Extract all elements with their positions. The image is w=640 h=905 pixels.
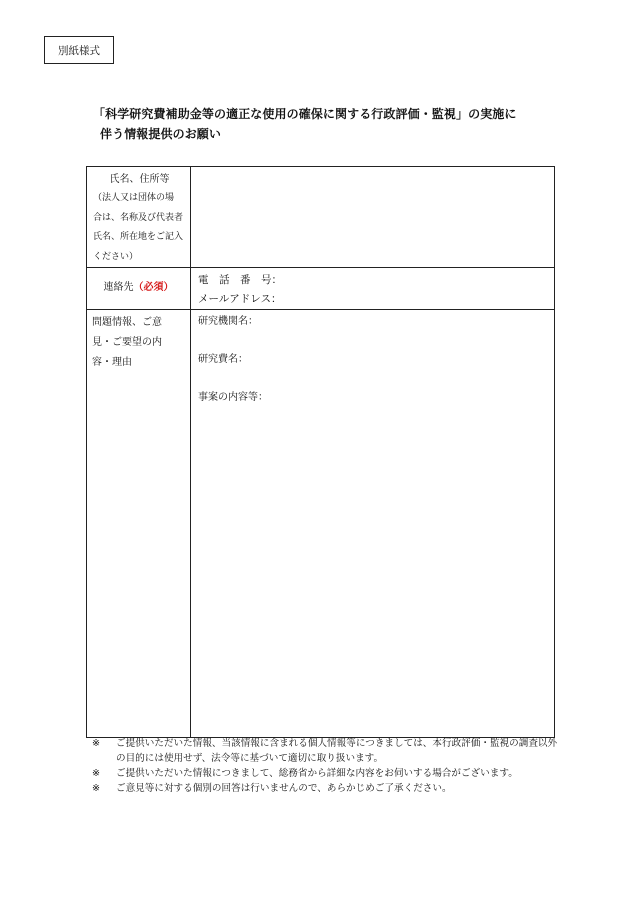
name-sub-line: 合は、名称及び代表者	[93, 212, 184, 223]
contact-row	[87, 268, 555, 310]
note-mark: ※	[92, 783, 101, 794]
problem-label-cell	[87, 310, 191, 738]
required-mark: （必須）	[133, 282, 174, 293]
note-item	[92, 781, 562, 796]
researcher-label: 研究費名：	[198, 354, 248, 365]
name-address-input-cell[interactable]	[191, 167, 555, 268]
title-line-1: 「科学研究費補助金等の適正な使用の確保に関する行政評価・監視」の実施に	[93, 107, 517, 121]
note-mark: ※	[92, 768, 101, 779]
name-row	[87, 167, 555, 268]
title-line-2: 伴う情報提供のお願い	[100, 127, 222, 141]
note-text: ご提供いただいた情報、当該情報に含まれる個人情報等につきましては、本行政評価・監視の調査以外の目的には使用せず、法令等に基づいて適切に取り扱います。	[116, 738, 558, 764]
note-item	[92, 766, 562, 781]
institution-label: 研究機関名：	[198, 316, 258, 327]
note-text: ご意見等に対する個別の回答は行いませんので、あらかじめご了承ください。	[116, 783, 452, 794]
email-label: メールアドレス：	[198, 293, 282, 305]
problem-label-line: 容・理由	[92, 357, 132, 368]
page-title	[93, 104, 563, 144]
name-sub-line: （法人又は団体の場	[93, 193, 175, 203]
problem-label-line: 問題情報、ご意	[92, 317, 162, 328]
details-label: 事案の内容等：	[198, 392, 268, 403]
name-label-cell	[87, 167, 191, 268]
problem-input-cell[interactable]	[191, 310, 555, 738]
phone-label: 電 話 番 号：	[198, 274, 282, 286]
note-text: ご提供いただいた情報につきまして、総務省から詳細な内容をお伺いする場合がございます。	[116, 768, 518, 779]
name-sub-line: ください）	[93, 251, 139, 262]
problem-label-line: 見・ご要望の内	[92, 337, 162, 348]
name-sub-line: 氏名、所在地をご記入	[93, 232, 184, 242]
note-mark: ※	[92, 738, 101, 749]
information-form-table	[86, 166, 555, 738]
contact-label: 連絡先	[103, 282, 134, 293]
contact-label-cell	[87, 268, 191, 310]
contact-input-cell[interactable]	[191, 268, 555, 310]
name-label: 氏名、住所等	[109, 174, 170, 185]
note-item	[92, 736, 562, 766]
form-type-label: 別紙様式	[44, 36, 114, 64]
problem-row	[87, 310, 555, 738]
notes-section	[92, 736, 562, 796]
